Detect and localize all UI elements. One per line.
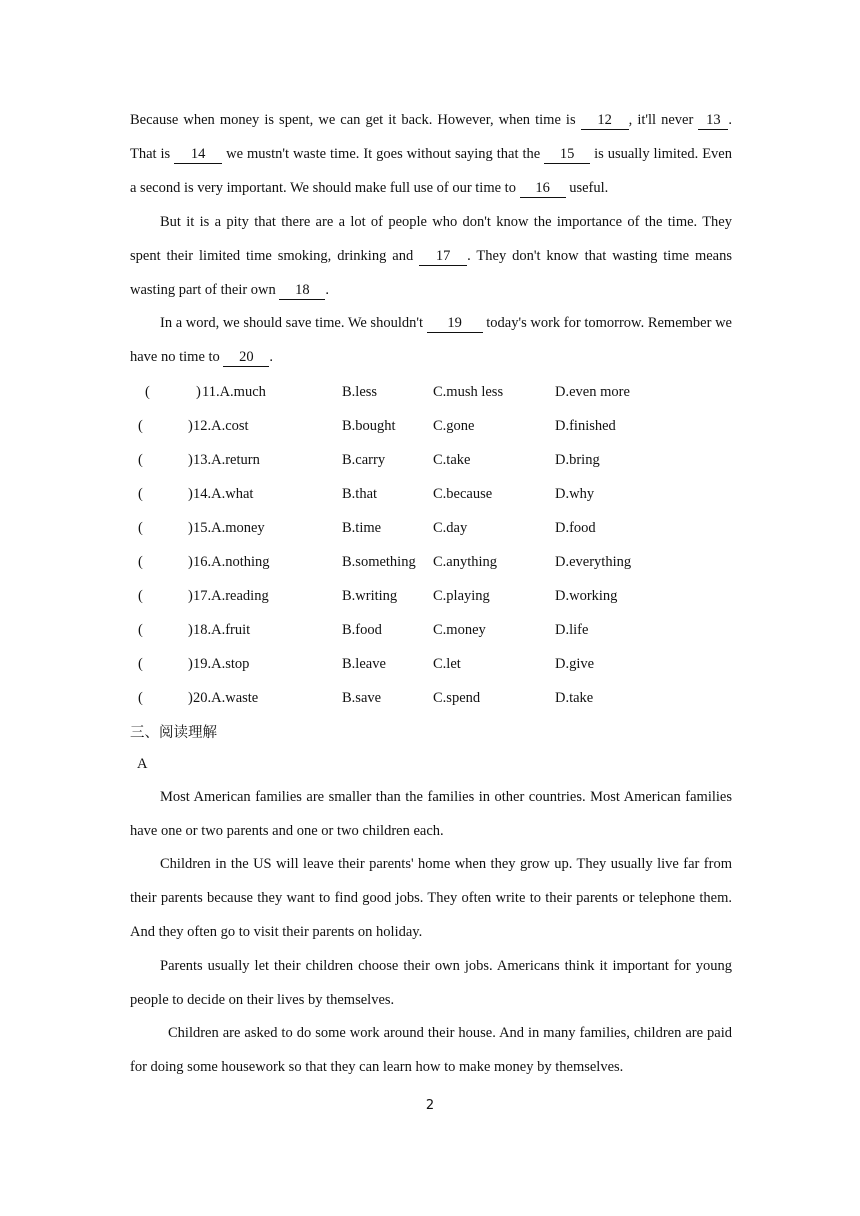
answer-paren-close: )	[188, 486, 193, 502]
answer-paren-open: (	[138, 520, 143, 536]
option-row-13	[130, 452, 732, 472]
answer-paren-open: (	[138, 690, 143, 706]
option-a: 11.A.much	[202, 384, 266, 400]
cloze-paragraph-2	[130, 206, 732, 307]
option-b: B.save	[342, 690, 382, 706]
option-row-16	[130, 554, 732, 574]
answer-paren-close: )	[196, 384, 201, 400]
text-run: . They don't know that wasting time means wasting part of their own	[130, 247, 732, 298]
option-b: B.less	[342, 384, 378, 400]
option-b: B.food	[342, 622, 382, 638]
text-run: .	[269, 348, 274, 365]
option-a: 14.A.what	[193, 486, 254, 502]
option-c: C.money	[433, 622, 486, 638]
text-run: today's work for tomorrow. Remember we have no time to	[130, 315, 732, 365]
blank-19: 19	[427, 315, 483, 333]
answer-paren-open: (	[138, 418, 143, 434]
option-a: 15.A.money	[193, 520, 265, 536]
option-row-18	[130, 622, 732, 642]
option-a: 12.A.cost	[193, 418, 249, 434]
text-run: useful.	[565, 179, 609, 196]
reading-paragraph-2: Children in the US will leave their parents' home when they grow up. They usually live far from their parents because they want to find good jobs. They often write to their parents or telephone them. And they often go to visit their parents on holiday.	[130, 856, 732, 940]
option-c: C.gone	[433, 418, 475, 434]
page-number: 2	[425, 1098, 435, 1113]
blank-20: 20	[223, 349, 269, 367]
option-c: C.because	[433, 486, 493, 502]
option-b: B.writing	[342, 588, 398, 604]
reading-paragraph-4: Children are asked to do some work around their house. And in many families, children are paid for doing some housework so that they can learn how to make money by themselves.	[130, 1025, 732, 1075]
option-b: B.bought	[342, 418, 396, 434]
option-d: D.why	[555, 486, 595, 502]
blank-14: 14	[174, 146, 222, 164]
cloze-paragraph-3	[130, 307, 732, 375]
option-a: 13.A.return	[193, 452, 260, 468]
answer-paren-close: )	[188, 520, 193, 536]
answer-paren-close: )	[188, 554, 193, 570]
option-row-17	[130, 588, 732, 608]
option-d: D.food	[555, 520, 596, 536]
text-run: But it is a pity that there are a lot of people who don't know the importance of the time. They spent their limited time smoking, drinking and	[130, 214, 732, 264]
blank-13: 13	[698, 112, 728, 130]
answer-paren-open: (	[138, 622, 143, 638]
option-b: B.time	[342, 520, 382, 536]
option-a: 18.A.fruit	[193, 622, 251, 638]
option-d: D.take	[555, 690, 594, 706]
blank-12: 12	[581, 112, 629, 130]
option-row-12	[130, 418, 732, 438]
option-c: C.playing	[433, 588, 490, 604]
option-c: C.let	[433, 656, 461, 672]
option-d: D.working	[555, 588, 618, 604]
answer-paren-close: )	[188, 690, 193, 706]
blank-16: 16	[520, 180, 566, 198]
option-b: B.something	[342, 554, 416, 570]
text-run: .	[325, 281, 330, 298]
option-d: D.life	[555, 622, 589, 638]
option-row-19	[130, 656, 732, 676]
reading-paragraph-3: Parents usually let their children choose their own jobs. Americans think it important for young people to decide on their lives by themselves.	[130, 958, 732, 1008]
text-run: . That is	[130, 112, 732, 162]
text-run: is usually limited. Even a second is very important. We should make full use of our time to	[130, 145, 732, 196]
reading-paragraph-1: Most American families are smaller than the families in other countries. Most American families have one or two parents and one or two children each.	[130, 789, 732, 839]
option-d: D.give	[555, 656, 595, 672]
option-d: D.finished	[555, 418, 616, 434]
option-d: D.bring	[555, 452, 600, 468]
option-b: B.leave	[342, 656, 386, 672]
option-c: C.take	[433, 452, 471, 468]
blank-18: 18	[279, 282, 325, 300]
answer-paren-open: (	[138, 588, 143, 604]
answer-paren-open: (	[138, 486, 143, 502]
answer-paren-close: )	[188, 622, 193, 638]
option-d: D.everything	[555, 554, 632, 570]
answer-paren-open: (	[138, 452, 143, 468]
answer-paren-close: )	[188, 418, 193, 434]
option-c: C.mush less	[433, 384, 504, 400]
option-row-14	[130, 486, 732, 506]
text-run: we mustn't waste time. It goes without saying that the	[222, 145, 545, 162]
blank-15: 15	[544, 146, 590, 164]
option-b: B.carry	[342, 452, 386, 468]
option-c: C.spend	[433, 690, 481, 706]
text-run: In a word, we should save time. We shouldn't	[160, 315, 427, 331]
option-row-11	[130, 384, 732, 404]
text-run: Because when money is spent, we can get it back. However, when time is	[130, 112, 581, 128]
option-b: B.that	[342, 486, 378, 502]
option-a: 17.A.reading	[193, 588, 269, 604]
answer-paren-close: )	[188, 452, 193, 468]
answer-paren-open: (	[138, 554, 143, 570]
passage-letter: A	[137, 756, 148, 772]
cloze-paragraph-1	[130, 104, 732, 205]
answer-paren-open: (	[138, 656, 143, 672]
option-a: 19.A.stop	[193, 656, 250, 672]
blank-17: 17	[419, 248, 467, 266]
section-heading: 三、阅读理解	[130, 725, 217, 741]
answer-paren-close: )	[188, 588, 193, 604]
answer-paren-open: (	[145, 384, 150, 400]
option-c: C.day	[433, 520, 468, 536]
answer-paren-close: )	[188, 656, 193, 672]
option-row-15	[130, 520, 732, 540]
option-c: C.anything	[433, 554, 498, 570]
option-a: 16.A.nothing	[193, 554, 270, 570]
option-d: D.even more	[555, 384, 630, 400]
text-run: , it'll never	[628, 112, 699, 128]
option-a: 20.A.waste	[193, 690, 259, 706]
option-row-20	[130, 690, 732, 710]
